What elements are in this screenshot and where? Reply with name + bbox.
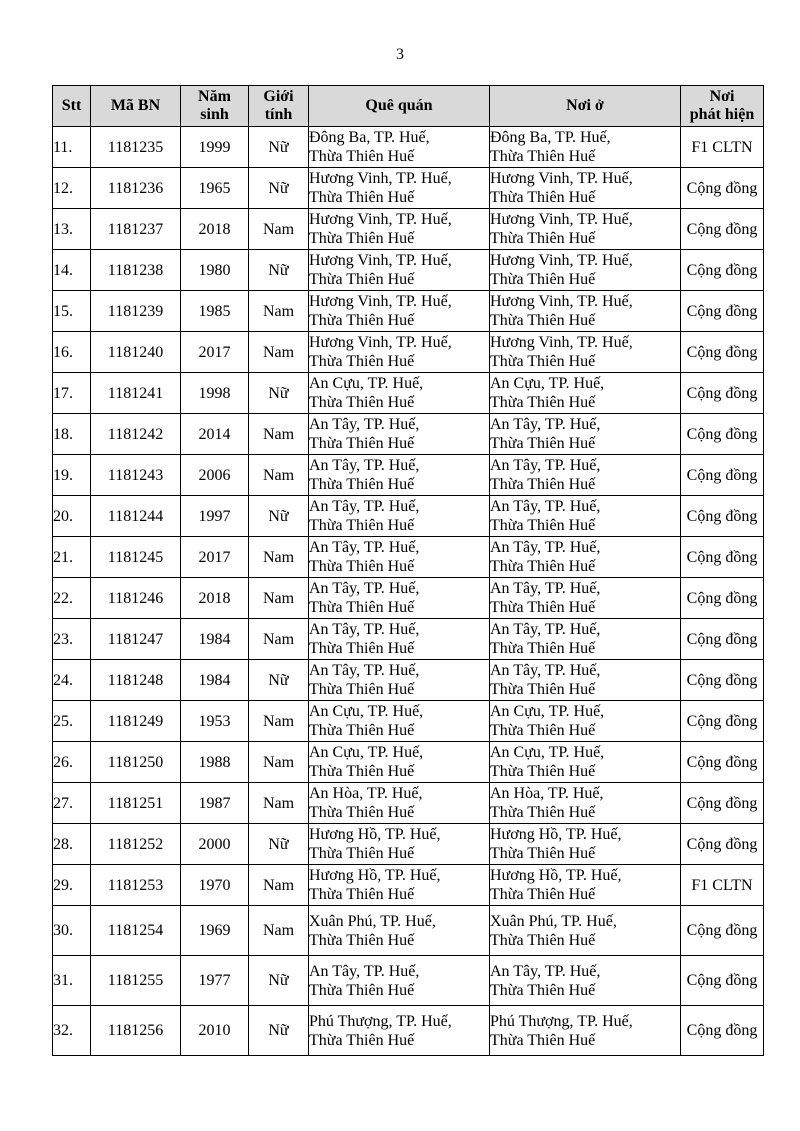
cell-que-quan: An Hòa, TP. Huế, Thừa Thiên Huế — [309, 783, 490, 824]
cell-noi-o: Hương Vinh, TP. Huế, Thừa Thiên Huế — [490, 168, 681, 209]
cell-noi-o: An Cựu, TP. Huế, Thừa Thiên Huế — [490, 742, 681, 783]
cell-gioi-tinh: Nam — [249, 865, 309, 906]
table-row — [53, 619, 764, 660]
table-row — [53, 496, 764, 537]
header-stt: Stt — [53, 86, 91, 127]
cell-que-quan: An Tây, TP. Huế, Thừa Thiên Huế — [309, 619, 490, 660]
cell-nam-sinh: 1970 — [181, 865, 249, 906]
cell-stt: 24. — [53, 660, 91, 701]
table-row — [53, 660, 764, 701]
cell-ma-bn: 1181247 — [91, 619, 181, 660]
cell-noi-phat-hien: Cộng đồng — [681, 906, 764, 956]
cell-que-quan: An Tây, TP. Huế, Thừa Thiên Huế — [309, 660, 490, 701]
cell-ma-bn: 1181246 — [91, 578, 181, 619]
cell-stt: 25. — [53, 701, 91, 742]
table-row — [53, 742, 764, 783]
cell-stt: 14. — [53, 250, 91, 291]
cell-ma-bn: 1181238 — [91, 250, 181, 291]
cell-gioi-tinh: Nam — [249, 209, 309, 250]
cell-noi-o: An Tây, TP. Huế, Thừa Thiên Huế — [490, 455, 681, 496]
cell-stt: 17. — [53, 373, 91, 414]
cell-stt: 29. — [53, 865, 91, 906]
cell-noi-o: An Tây, TP. Huế, Thừa Thiên Huế — [490, 578, 681, 619]
table-row — [53, 455, 764, 496]
cell-noi-phat-hien: F1 CLTN — [681, 865, 764, 906]
cell-ma-bn: 1181256 — [91, 1006, 181, 1056]
cell-stt: 12. — [53, 168, 91, 209]
cell-noi-phat-hien: Cộng đồng — [681, 701, 764, 742]
table-row — [53, 701, 764, 742]
cell-gioi-tinh: Nữ — [249, 496, 309, 537]
cell-ma-bn: 1181236 — [91, 168, 181, 209]
cell-nam-sinh: 1984 — [181, 619, 249, 660]
cell-que-quan: Hương Hồ, TP. Huế, Thừa Thiên Huế — [309, 865, 490, 906]
table-row — [53, 209, 764, 250]
cell-que-quan: An Tây, TP. Huế, Thừa Thiên Huế — [309, 578, 490, 619]
cell-que-quan: Hương Vinh, TP. Huế, Thừa Thiên Huế — [309, 291, 490, 332]
cell-stt: 22. — [53, 578, 91, 619]
cell-stt: 15. — [53, 291, 91, 332]
cell-noi-o: An Tây, TP. Huế, Thừa Thiên Huế — [490, 660, 681, 701]
cell-nam-sinh: 1965 — [181, 168, 249, 209]
cell-que-quan: Xuân Phú, TP. Huế, Thừa Thiên Huế — [309, 906, 490, 956]
cell-ma-bn: 1181251 — [91, 783, 181, 824]
table-row — [53, 291, 764, 332]
cell-gioi-tinh: Nữ — [249, 250, 309, 291]
cell-ma-bn: 1181243 — [91, 455, 181, 496]
cell-noi-o: Hương Hồ, TP. Huế, Thừa Thiên Huế — [490, 824, 681, 865]
cell-noi-o: Hương Vinh, TP. Huế, Thừa Thiên Huế — [490, 250, 681, 291]
cell-gioi-tinh: Nữ — [249, 660, 309, 701]
cell-gioi-tinh: Nữ — [249, 1006, 309, 1056]
cell-nam-sinh: 2006 — [181, 455, 249, 496]
cell-gioi-tinh: Nam — [249, 619, 309, 660]
cell-gioi-tinh: Nam — [249, 332, 309, 373]
cell-noi-phat-hien: Cộng đồng — [681, 537, 764, 578]
cell-gioi-tinh: Nam — [249, 414, 309, 455]
cell-ma-bn: 1181252 — [91, 824, 181, 865]
cell-ma-bn: 1181248 — [91, 660, 181, 701]
table-row — [53, 824, 764, 865]
cell-noi-phat-hien: Cộng đồng — [681, 291, 764, 332]
cell-noi-o: An Hòa, TP. Huế, Thừa Thiên Huế — [490, 783, 681, 824]
table-row — [53, 578, 764, 619]
cell-ma-bn: 1181244 — [91, 496, 181, 537]
cell-noi-phat-hien: Cộng đồng — [681, 414, 764, 455]
cell-nam-sinh: 1985 — [181, 291, 249, 332]
cell-stt: 18. — [53, 414, 91, 455]
cell-gioi-tinh: Nữ — [249, 824, 309, 865]
cell-que-quan: An Cựu, TP. Huế, Thừa Thiên Huế — [309, 701, 490, 742]
table-row — [53, 906, 764, 956]
table-row — [53, 414, 764, 455]
header-row — [53, 86, 764, 127]
cell-que-quan: Hương Vinh, TP. Huế, Thừa Thiên Huế — [309, 250, 490, 291]
cell-que-quan: An Cựu, TP. Huế, Thừa Thiên Huế — [309, 373, 490, 414]
cell-gioi-tinh: Nữ — [249, 127, 309, 168]
cell-nam-sinh: 2010 — [181, 1006, 249, 1056]
cell-ma-bn: 1181253 — [91, 865, 181, 906]
table-row — [53, 1006, 764, 1056]
cell-noi-phat-hien: Cộng đồng — [681, 1006, 764, 1056]
cell-que-quan: Hương Vinh, TP. Huế, Thừa Thiên Huế — [309, 332, 490, 373]
cell-noi-o: An Tây, TP. Huế, Thừa Thiên Huế — [490, 619, 681, 660]
cell-noi-phat-hien: Cộng đồng — [681, 742, 764, 783]
cell-que-quan: An Tây, TP. Huế, Thừa Thiên Huế — [309, 537, 490, 578]
cell-stt: 31. — [53, 956, 91, 1006]
cell-que-quan: Hương Vinh, TP. Huế, Thừa Thiên Huế — [309, 209, 490, 250]
cell-ma-bn: 1181239 — [91, 291, 181, 332]
cell-noi-phat-hien: Cộng đồng — [681, 455, 764, 496]
table-row — [53, 250, 764, 291]
cell-que-quan: An Tây, TP. Huế, Thừa Thiên Huế — [309, 414, 490, 455]
cell-noi-phat-hien: Cộng đồng — [681, 373, 764, 414]
cell-gioi-tinh: Nữ — [249, 168, 309, 209]
cell-noi-phat-hien: Cộng đồng — [681, 783, 764, 824]
cell-nam-sinh: 1969 — [181, 906, 249, 956]
cell-que-quan: Phú Thượng, TP. Huế, Thừa Thiên Huế — [309, 1006, 490, 1056]
cell-que-quan: Hương Hồ, TP. Huế, Thừa Thiên Huế — [309, 824, 490, 865]
table-row — [53, 332, 764, 373]
header-que-quan: Quê quán — [309, 86, 490, 127]
cell-noi-phat-hien: Cộng đồng — [681, 824, 764, 865]
cell-noi-o: Hương Vinh, TP. Huế, Thừa Thiên Huế — [490, 209, 681, 250]
cell-gioi-tinh: Nữ — [249, 373, 309, 414]
table-row — [53, 373, 764, 414]
header-gioi-tinh: Giới tính — [249, 86, 309, 127]
cell-ma-bn: 1181242 — [91, 414, 181, 455]
cell-que-quan: Hương Vinh, TP. Huế, Thừa Thiên Huế — [309, 168, 490, 209]
cell-noi-o: An Cựu, TP. Huế, Thừa Thiên Huế — [490, 373, 681, 414]
cell-nam-sinh: 1980 — [181, 250, 249, 291]
cell-noi-phat-hien: F1 CLTN — [681, 127, 764, 168]
cell-stt: 20. — [53, 496, 91, 537]
cell-gioi-tinh: Nam — [249, 701, 309, 742]
cell-que-quan: An Tây, TP. Huế, Thừa Thiên Huế — [309, 455, 490, 496]
cell-gioi-tinh: Nam — [249, 906, 309, 956]
table-row — [53, 956, 764, 1006]
header-noi-o: Nơi ở — [490, 86, 681, 127]
cell-stt: 32. — [53, 1006, 91, 1056]
cell-que-quan: An Tây, TP. Huế, Thừa Thiên Huế — [309, 496, 490, 537]
cell-ma-bn: 1181254 — [91, 906, 181, 956]
cell-noi-o: Xuân Phú, TP. Huế, Thừa Thiên Huế — [490, 906, 681, 956]
cell-noi-o: An Cựu, TP. Huế, Thừa Thiên Huế — [490, 701, 681, 742]
cell-stt: 16. — [53, 332, 91, 373]
cell-stt: 30. — [53, 906, 91, 956]
cell-nam-sinh: 2000 — [181, 824, 249, 865]
cell-que-quan: Đông Ba, TP. Huế, Thừa Thiên Huế — [309, 127, 490, 168]
cell-noi-phat-hien: Cộng đồng — [681, 578, 764, 619]
cell-gioi-tinh: Nam — [249, 742, 309, 783]
cell-stt: 19. — [53, 455, 91, 496]
cell-noi-o: An Tây, TP. Huế, Thừa Thiên Huế — [490, 496, 681, 537]
table-body — [53, 127, 764, 1056]
cell-nam-sinh: 1984 — [181, 660, 249, 701]
table-row — [53, 168, 764, 209]
cell-noi-o: Đông Ba, TP. Huế, Thừa Thiên Huế — [490, 127, 681, 168]
page-number: 3 — [396, 46, 404, 63]
cell-nam-sinh: 2018 — [181, 209, 249, 250]
cell-ma-bn: 1181249 — [91, 701, 181, 742]
cell-nam-sinh: 1988 — [181, 742, 249, 783]
cell-ma-bn: 1181255 — [91, 956, 181, 1006]
cell-noi-o: An Tây, TP. Huế, Thừa Thiên Huế — [490, 956, 681, 1006]
cell-ma-bn: 1181245 — [91, 537, 181, 578]
cell-noi-phat-hien: Cộng đồng — [681, 332, 764, 373]
patient-table — [52, 85, 764, 1056]
header-nam-sinh: Năm sinh — [181, 86, 249, 127]
cell-stt: 23. — [53, 619, 91, 660]
cell-que-quan: An Tây, TP. Huế, Thừa Thiên Huế — [309, 956, 490, 1006]
cell-noi-o: An Tây, TP. Huế, Thừa Thiên Huế — [490, 537, 681, 578]
cell-gioi-tinh: Nữ — [249, 956, 309, 1006]
cell-gioi-tinh: Nam — [249, 783, 309, 824]
cell-gioi-tinh: Nam — [249, 578, 309, 619]
cell-gioi-tinh: Nam — [249, 455, 309, 496]
cell-nam-sinh: 1987 — [181, 783, 249, 824]
cell-nam-sinh: 1953 — [181, 701, 249, 742]
cell-stt: 11. — [53, 127, 91, 168]
cell-nam-sinh: 2017 — [181, 537, 249, 578]
table-row — [53, 783, 764, 824]
cell-noi-phat-hien: Cộng đồng — [681, 209, 764, 250]
cell-noi-o: An Tây, TP. Huế, Thừa Thiên Huế — [490, 414, 681, 455]
cell-nam-sinh: 1997 — [181, 496, 249, 537]
cell-que-quan: An Cựu, TP. Huế, Thừa Thiên Huế — [309, 742, 490, 783]
cell-nam-sinh: 1998 — [181, 373, 249, 414]
cell-ma-bn: 1181250 — [91, 742, 181, 783]
cell-ma-bn: 1181241 — [91, 373, 181, 414]
header-ma-bn: Mã BN — [91, 86, 181, 127]
cell-stt: 26. — [53, 742, 91, 783]
cell-noi-phat-hien: Cộng đồng — [681, 250, 764, 291]
cell-stt: 28. — [53, 824, 91, 865]
cell-ma-bn: 1181237 — [91, 209, 181, 250]
cell-noi-phat-hien: Cộng đồng — [681, 496, 764, 537]
cell-noi-phat-hien: Cộng đồng — [681, 660, 764, 701]
cell-ma-bn: 1181240 — [91, 332, 181, 373]
cell-noi-phat-hien: Cộng đồng — [681, 619, 764, 660]
cell-nam-sinh: 2018 — [181, 578, 249, 619]
cell-noi-o: Phú Thượng, TP. Huế, Thừa Thiên Huế — [490, 1006, 681, 1056]
cell-stt: 27. — [53, 783, 91, 824]
cell-nam-sinh: 1999 — [181, 127, 249, 168]
cell-noi-o: Hương Hồ, TP. Huế, Thừa Thiên Huế — [490, 865, 681, 906]
cell-stt: 21. — [53, 537, 91, 578]
cell-gioi-tinh: Nam — [249, 537, 309, 578]
cell-nam-sinh: 1977 — [181, 956, 249, 1006]
cell-noi-o: Hương Vinh, TP. Huế, Thừa Thiên Huế — [490, 291, 681, 332]
cell-noi-phat-hien: Cộng đồng — [681, 168, 764, 209]
cell-noi-phat-hien: Cộng đồng — [681, 956, 764, 1006]
cell-noi-o: Hương Vinh, TP. Huế, Thừa Thiên Huế — [490, 332, 681, 373]
cell-ma-bn: 1181235 — [91, 127, 181, 168]
cell-nam-sinh: 2014 — [181, 414, 249, 455]
cell-stt: 13. — [53, 209, 91, 250]
cell-nam-sinh: 2017 — [181, 332, 249, 373]
cell-gioi-tinh: Nam — [249, 291, 309, 332]
table-row — [53, 127, 764, 168]
header-noi-phat-hien: Nơi phát hiện — [681, 86, 764, 127]
table-row — [53, 537, 764, 578]
table-row — [53, 865, 764, 906]
